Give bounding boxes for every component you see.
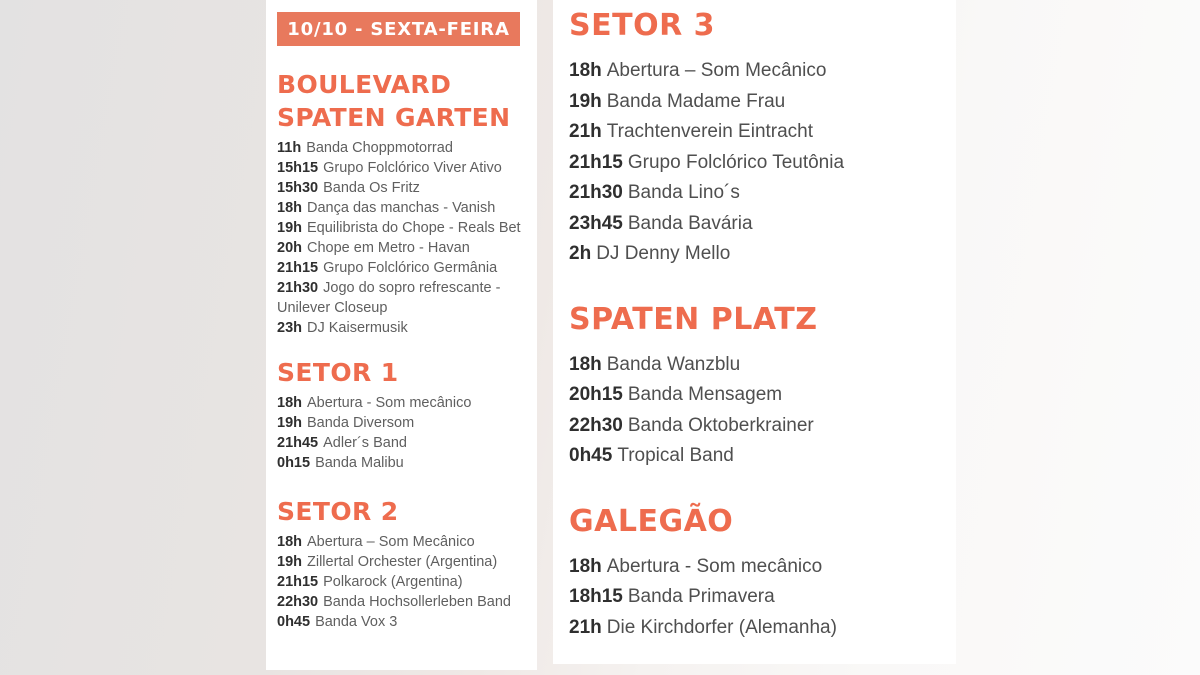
section-title bbox=[277, 356, 526, 389]
event-row bbox=[569, 411, 942, 442]
event-time: 18h bbox=[277, 534, 302, 550]
event-time: 18h bbox=[569, 60, 602, 81]
event-row bbox=[277, 612, 526, 632]
event-name: Dança das manchas - Vanish bbox=[307, 200, 496, 216]
event-row bbox=[277, 258, 526, 278]
event-name: Abertura - Som mecânico bbox=[307, 395, 472, 411]
event-row bbox=[569, 613, 942, 644]
event-row bbox=[277, 592, 526, 612]
event-time: 21h15 bbox=[277, 574, 319, 590]
section-title-line: SPATEN PLATZ bbox=[569, 301, 818, 337]
event-row bbox=[277, 158, 526, 178]
event-list bbox=[569, 350, 942, 472]
event-name: Banda Malibu bbox=[315, 455, 404, 471]
event-name: Banda Diversom bbox=[307, 415, 415, 431]
event-row bbox=[277, 138, 526, 158]
section-title-line: SETOR 2 bbox=[277, 497, 399, 526]
event-name: Trachtenverein Eintracht bbox=[606, 121, 814, 142]
event-row bbox=[277, 413, 526, 433]
section-title-line: GALEGÃO bbox=[569, 503, 734, 539]
event-row bbox=[569, 441, 942, 472]
event-list bbox=[569, 56, 942, 270]
event-name: Banda Bavária bbox=[627, 212, 753, 234]
event-name: Banda Hochsollerleben Band bbox=[323, 594, 511, 610]
event-time: 19h bbox=[277, 220, 302, 236]
event-row bbox=[569, 178, 942, 209]
event-time: 21h15 bbox=[277, 260, 319, 276]
schedule-panel-left bbox=[266, 0, 537, 670]
event-time: 18h bbox=[569, 555, 602, 577]
event-name: Banda Vox 3 bbox=[315, 614, 398, 630]
event-row bbox=[569, 350, 942, 381]
schedule-section bbox=[569, 8, 942, 270]
event-time: 19h bbox=[569, 90, 602, 112]
event-row bbox=[569, 56, 942, 87]
event-time: 15h15 bbox=[277, 160, 319, 176]
event-row bbox=[277, 433, 526, 453]
event-time: 0h15 bbox=[277, 455, 311, 471]
schedule-section bbox=[277, 68, 526, 338]
event-name: Banda Os Fritz bbox=[323, 180, 420, 196]
event-row bbox=[569, 148, 942, 179]
section-title-line: SETOR 1 bbox=[277, 358, 399, 387]
event-name: Grupo Folclórico Viver Ativo bbox=[323, 160, 502, 176]
event-time: 20h15 bbox=[569, 384, 623, 405]
section-title bbox=[277, 68, 526, 134]
event-list bbox=[277, 138, 526, 338]
event-name: Polkarock (Argentina) bbox=[323, 574, 463, 590]
right-sections bbox=[569, 8, 942, 643]
event-time: 2h bbox=[569, 243, 592, 264]
left-sections bbox=[277, 68, 526, 632]
event-time: 11h bbox=[277, 140, 302, 156]
section-title-line: SPATEN GARTEN bbox=[277, 103, 511, 132]
event-name: Chope em Metro - Havan bbox=[307, 240, 470, 256]
section-title-line: BOULEVARD bbox=[277, 70, 452, 99]
event-name: Grupo Folclórico Teutônia bbox=[627, 151, 845, 173]
event-name: DJ Kaisermusik bbox=[307, 320, 408, 336]
event-time: 23h45 bbox=[569, 212, 623, 234]
section-title bbox=[277, 495, 526, 528]
event-name: Zillertal Orchester (Argentina) bbox=[307, 554, 498, 570]
event-row bbox=[277, 218, 526, 238]
event-name: Abertura – Som Mecânico bbox=[307, 534, 475, 550]
event-time: 18h15 bbox=[569, 586, 623, 607]
event-name: Equilibrista do Chope - Reals Bet bbox=[307, 220, 521, 236]
schedule-panel-right bbox=[553, 0, 956, 664]
schedule-section bbox=[569, 302, 942, 472]
event-name: Banda Lino´s bbox=[627, 182, 740, 203]
event-row bbox=[569, 117, 942, 148]
event-time: 21h15 bbox=[569, 151, 623, 173]
schedule-section bbox=[277, 495, 526, 632]
event-row bbox=[569, 380, 942, 411]
schedule-section bbox=[569, 504, 942, 644]
event-name: Abertura – Som Mecânico bbox=[606, 60, 827, 81]
event-time: 23h bbox=[277, 320, 302, 336]
section-title bbox=[569, 302, 942, 338]
event-row bbox=[569, 209, 942, 240]
event-row bbox=[277, 318, 526, 338]
event-row bbox=[277, 393, 526, 413]
event-list bbox=[569, 552, 942, 644]
event-time: 22h30 bbox=[277, 594, 319, 610]
date-header-box bbox=[277, 12, 520, 46]
section-title bbox=[569, 8, 942, 44]
event-row bbox=[569, 582, 942, 613]
event-row bbox=[277, 198, 526, 218]
event-time: 18h bbox=[277, 395, 302, 411]
event-row bbox=[277, 453, 526, 473]
event-time: 0h45 bbox=[277, 614, 311, 630]
event-time: 21h45 bbox=[277, 435, 319, 451]
event-time: 21h bbox=[569, 616, 602, 638]
event-time: 21h30 bbox=[277, 280, 319, 296]
event-list bbox=[277, 393, 526, 473]
event-name: DJ Denny Mello bbox=[596, 243, 731, 264]
event-name: Tropical Band bbox=[617, 445, 734, 466]
event-name: Adler´s Band bbox=[323, 435, 407, 451]
event-row bbox=[277, 178, 526, 198]
event-row bbox=[569, 239, 942, 270]
event-name: Grupo Folclórico Germânia bbox=[323, 260, 498, 276]
event-row bbox=[277, 552, 526, 572]
event-name: Die Kirchdorfer (Alemanha) bbox=[606, 616, 837, 638]
event-row bbox=[277, 278, 526, 318]
event-row bbox=[569, 87, 942, 118]
event-row bbox=[277, 572, 526, 592]
event-name: Banda Primavera bbox=[627, 586, 775, 607]
event-name: Jogo do sopro refrescante - Unilever Closeup bbox=[277, 280, 501, 316]
event-time: 18h bbox=[569, 353, 602, 375]
event-time: 19h bbox=[277, 415, 302, 431]
event-time: 19h bbox=[277, 554, 302, 570]
event-name: Abertura - Som mecânico bbox=[606, 555, 823, 577]
event-time: 0h45 bbox=[569, 445, 613, 466]
event-row bbox=[569, 552, 942, 583]
event-list bbox=[277, 532, 526, 632]
event-time: 20h bbox=[277, 240, 302, 256]
event-time: 21h bbox=[569, 121, 602, 142]
event-row bbox=[277, 532, 526, 552]
event-time: 22h30 bbox=[569, 414, 623, 436]
section-title-line: SETOR 3 bbox=[569, 8, 715, 43]
schedule-section bbox=[277, 356, 526, 473]
event-name: Banda Madame Frau bbox=[606, 90, 786, 112]
event-name: Banda Mensagem bbox=[627, 384, 783, 405]
event-name: Banda Wanzblu bbox=[606, 353, 741, 375]
section-title bbox=[569, 504, 942, 540]
event-time: 15h30 bbox=[277, 180, 319, 196]
event-row bbox=[277, 238, 526, 258]
event-name: Banda Choppmotorrad bbox=[306, 140, 453, 156]
event-time: 21h30 bbox=[569, 182, 623, 203]
event-name: Banda Oktoberkrainer bbox=[627, 414, 814, 436]
date-label: 10/10 - SEXTA-FEIRA bbox=[287, 18, 510, 40]
event-time: 18h bbox=[277, 200, 302, 216]
